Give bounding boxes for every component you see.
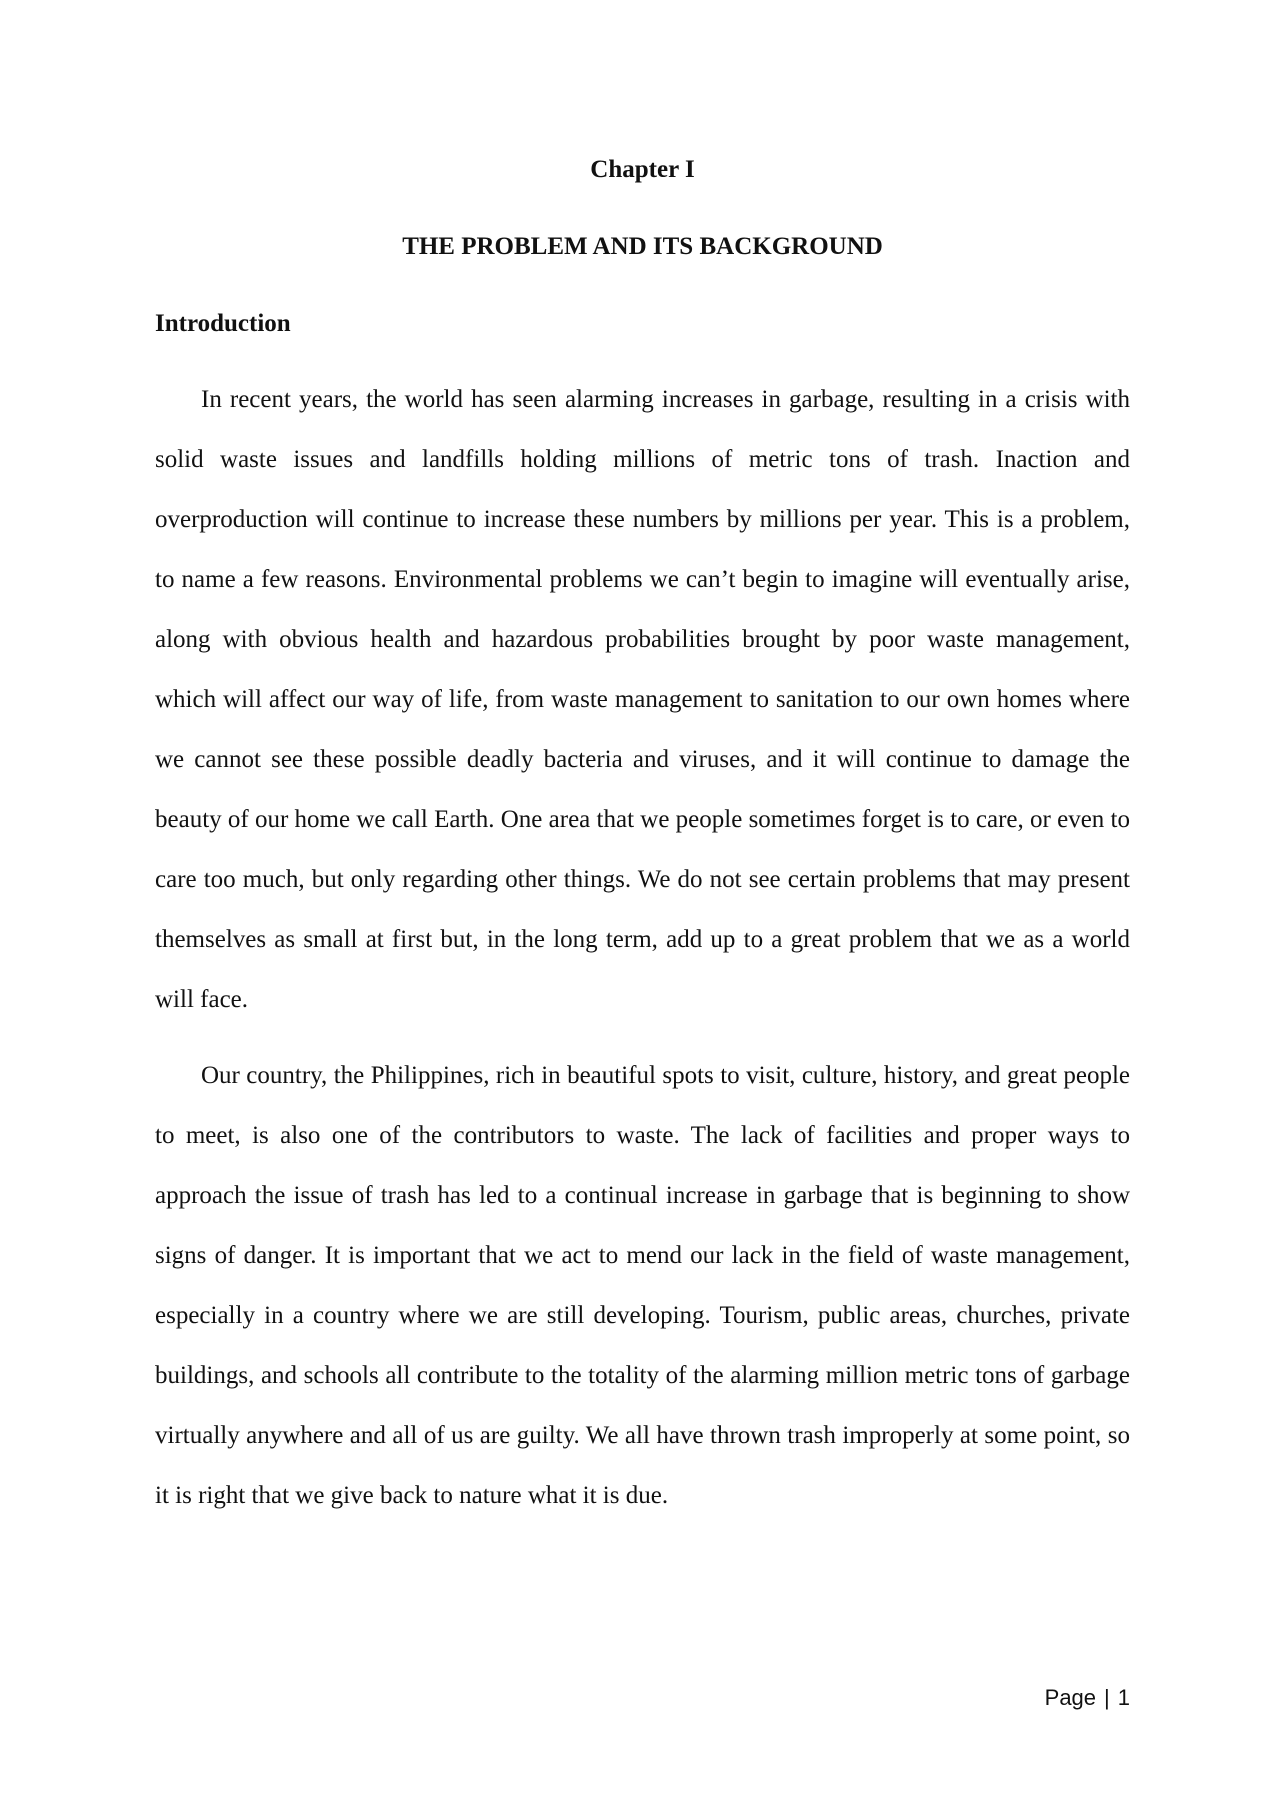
page-label: Page — [1044, 1685, 1097, 1710]
document-body — [155, 150, 1130, 1526]
page-separator: | — [1104, 1685, 1110, 1710]
page-number: 1 — [1117, 1685, 1130, 1710]
chapter-title: THE PROBLEM AND ITS BACKGROUND — [402, 233, 883, 260]
body-paragraph: Our country, the Philippines, rich in beautiful spots to visit, culture, history, and great people to meet, is also one of the contributors to waste. The lack of facilities and proper ways to approach the issue of trash has led to a continual increase in garbage that is beginning to show signs of danger. It is important that we act to mend our lack in the field of waste management, especially in a country where we are still developing. Tourism, public areas, churches, private buildings, and schools all contribute to the totality of the alarming million metric tons of garbage virtually anywhere and all of us are guilty. We all have thrown trash improperly at some point, so it is right that we give back to nature what it is due. — [155, 1062, 1130, 1509]
chapter-label: Chapter I — [590, 156, 695, 183]
body-paragraph: In recent years, the world has seen alarming increases in garbage, resulting in a crisis with solid waste issues and landfills holding millions of metric tons of trash. Inaction and overproduction will continue to increase these numbers by millions per year. This is a problem, to name a few reasons. Environmental problems we can’t begin to imagine will eventually arise, along with obvious health and hazardous probabilities brought by poor waste management, which will affect our way of life, from waste management to sanitation to our own homes where we cannot see these possible deadly bacteria and viruses, and it will continue to damage the beauty of our home we call Earth. One area that we people sometimes forget is to care, or even to care too much, but only regarding other things. We do not see certain problems that may present themselves as small at first but, in the long term, add up to a great problem that we as a world will face. — [155, 386, 1130, 1013]
section-heading: Introduction — [155, 310, 291, 337]
page-footer — [1045, 1683, 1130, 1713]
